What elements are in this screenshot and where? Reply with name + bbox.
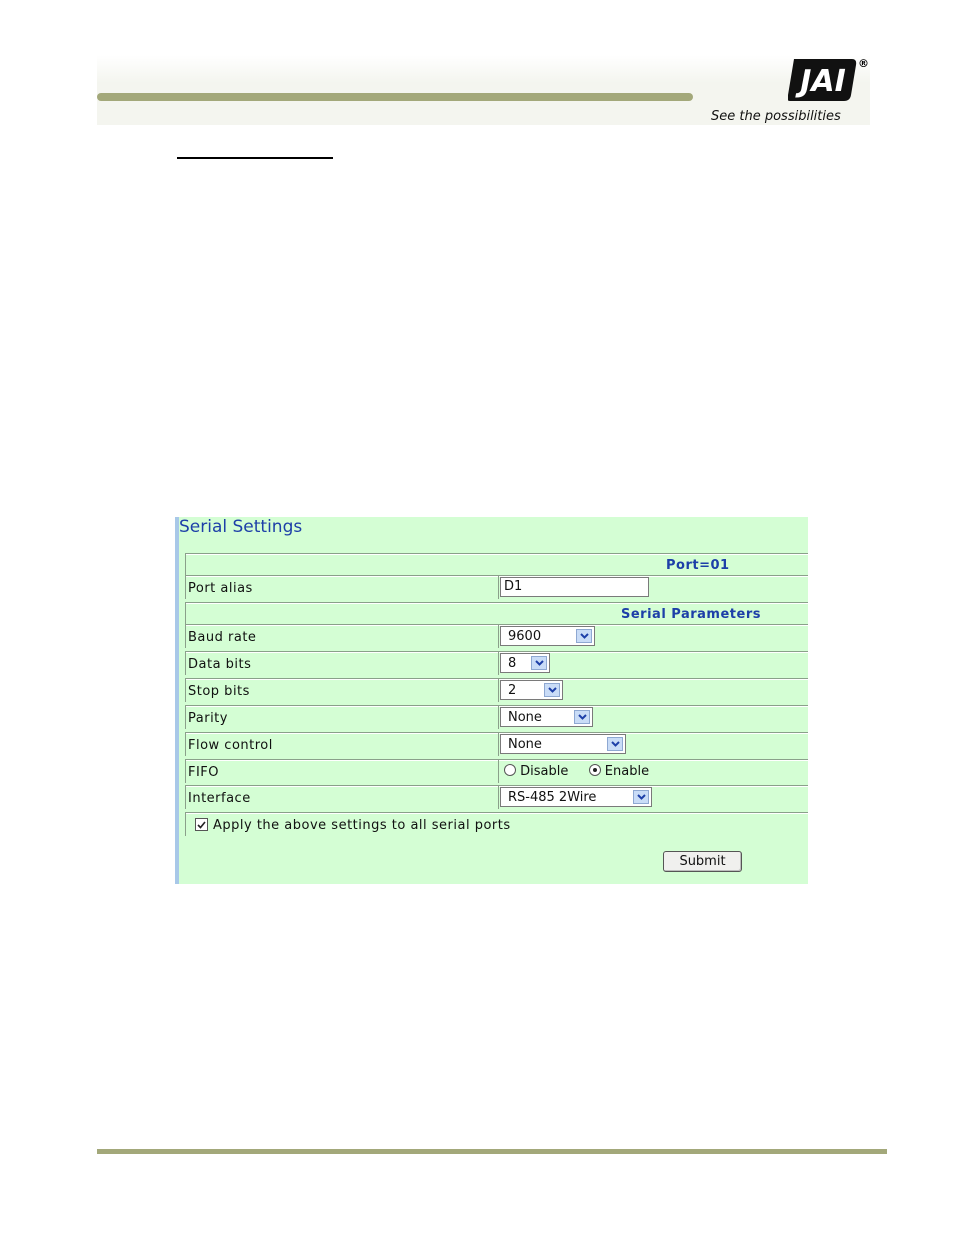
submit-button[interactable]: Submit — [663, 851, 742, 872]
column-divider — [498, 576, 499, 599]
chevron-down-icon[interactable] — [574, 710, 590, 724]
data-bits-row — [185, 651, 808, 675]
parity-row — [185, 705, 808, 729]
fifo-label: FIFO — [188, 765, 220, 780]
fifo-disable-label: Disable — [520, 764, 569, 779]
column-divider — [498, 679, 499, 702]
panel-title: Serial Settings — [179, 517, 303, 537]
apply-all-label: Apply the above settings to all serial ports — [213, 818, 511, 833]
stop-bits-select[interactable] — [500, 680, 563, 700]
port-header-row — [185, 553, 808, 577]
column-divider — [498, 786, 499, 809]
baud-rate-value: 9600 — [508, 629, 542, 644]
flow-control-select[interactable] — [500, 734, 626, 754]
column-divider — [498, 652, 499, 675]
fifo-disable-radio[interactable] — [504, 764, 516, 776]
registered-mark: ® — [858, 57, 869, 70]
interface-row — [185, 785, 808, 809]
column-divider — [498, 625, 499, 648]
baud-rate-label: Baud rate — [188, 630, 257, 645]
chevron-down-icon[interactable] — [531, 656, 547, 670]
tagline: See the possibilities — [711, 109, 841, 124]
footer-rule — [97, 1149, 887, 1154]
interface-value: RS-485 2Wire — [508, 790, 597, 805]
parity-select[interactable] — [500, 707, 593, 727]
fifo-enable-radio[interactable] — [589, 764, 601, 776]
stop-bits-label: Stop bits — [188, 684, 250, 699]
column-divider — [498, 760, 499, 783]
stop-bits-value: 2 — [508, 683, 517, 698]
flow-control-label: Flow control — [188, 738, 273, 753]
stop-bits-row — [185, 678, 808, 702]
serial-params-header: Serial Parameters — [621, 607, 761, 622]
port-header: Port=01 — [666, 558, 730, 573]
chevron-down-icon[interactable] — [633, 790, 649, 804]
fifo-enable-label: Enable — [604, 764, 650, 779]
chevron-down-icon[interactable] — [544, 683, 560, 697]
jai-logo — [788, 55, 858, 105]
column-divider — [498, 706, 499, 729]
parity-value: None — [508, 710, 542, 725]
port-alias-input[interactable]: D1 — [500, 577, 649, 597]
data-bits-label: Data bits — [188, 657, 252, 672]
apply-all-row — [185, 812, 808, 836]
data-bits-value: 8 — [508, 656, 517, 671]
serial-settings-panel — [175, 517, 808, 884]
checkmark-icon — [197, 821, 206, 829]
port-alias-label: Port alias — [188, 581, 253, 596]
parity-label: Parity — [188, 711, 228, 726]
column-divider — [498, 733, 499, 756]
serial-params-header-row — [185, 602, 808, 626]
fifo-row — [185, 759, 808, 783]
port-alias-row — [185, 575, 808, 599]
data-bits-select[interactable] — [500, 653, 550, 673]
chevron-down-icon[interactable] — [576, 629, 592, 643]
chevron-down-icon[interactable] — [607, 737, 623, 751]
logo-text: JAI — [800, 64, 846, 99]
baud-rate-row — [185, 624, 808, 648]
header-rule — [97, 93, 693, 101]
fifo-radio-group — [504, 764, 649, 779]
flow-control-value: None — [508, 737, 542, 752]
baud-rate-select[interactable] — [500, 626, 595, 646]
interface-select[interactable] — [500, 787, 652, 807]
flow-control-row — [185, 732, 808, 756]
interface-label: Interface — [188, 791, 251, 806]
apply-all-checkbox[interactable] — [195, 818, 208, 831]
section-heading-underline — [177, 157, 333, 159]
